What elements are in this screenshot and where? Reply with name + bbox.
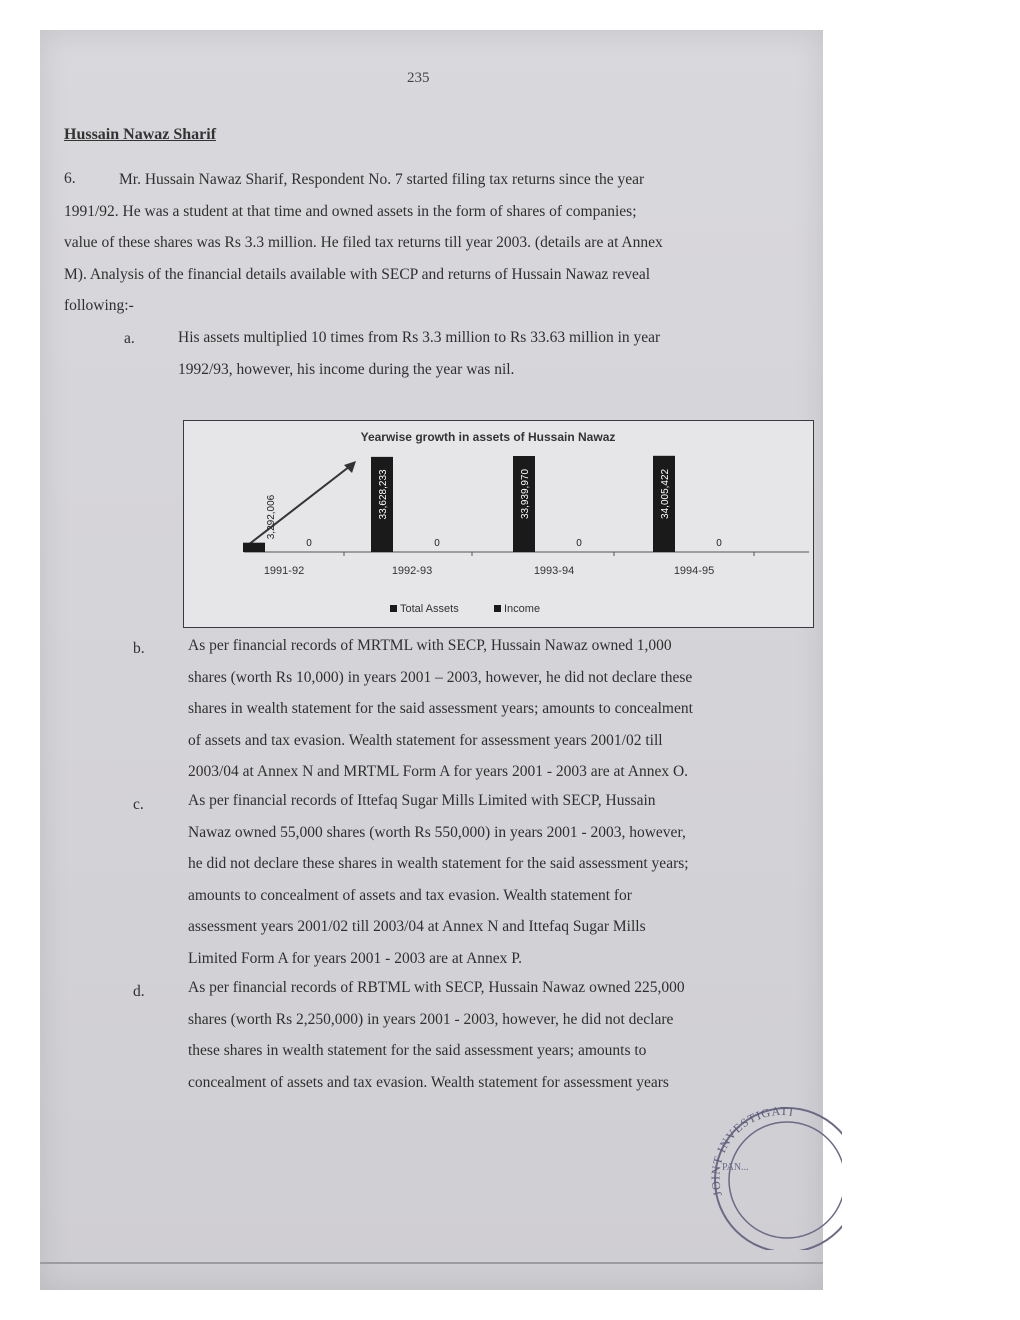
- text-line: these shares in wealth statement for the said assessment years; amounts to: [188, 1042, 647, 1059]
- official-stamp: [692, 1100, 842, 1250]
- data-label-assets: 33,628,233: [378, 469, 389, 520]
- legend-label-income: Income: [504, 603, 541, 615]
- item-label: c.: [133, 796, 144, 813]
- growth-arrow-line: [248, 463, 354, 545]
- data-label-income: 0: [576, 538, 582, 549]
- legend-swatch-income: [494, 605, 501, 612]
- stamp-inner-ring: [729, 1122, 842, 1238]
- item-label: b.: [133, 640, 145, 657]
- paragraph-6: [64, 164, 786, 322]
- data-label-income: 0: [306, 538, 312, 549]
- x-tick-label: 1991-92: [263, 565, 305, 577]
- item-b-text: [188, 630, 796, 788]
- page-bottom-rule: [40, 1262, 823, 1264]
- text-line: As per financial records of MRTML with SECP, Hussain Nawaz owned 1,000: [188, 637, 672, 654]
- text-line: of assets and tax evasion. Wealth statement for assessment years 2001/02 till: [188, 731, 663, 749]
- bar-total-assets: [243, 543, 265, 552]
- item-label: d.: [133, 983, 145, 1000]
- text-line: Limited Form A for years 2001 - 2003 are at Annex P.: [188, 949, 523, 967]
- text-line: shares (worth Rs 2,250,000) in years 2001 - 2003, however, he did not declare: [188, 1010, 674, 1028]
- text-line: 1991/92. He was a student at that time and owned assets in the form of shares of companies;: [64, 202, 637, 220]
- text-line: Mr. Hussain Nawaz Sharif, Respondent No. 7 started filing tax returns since the year: [119, 171, 645, 188]
- x-tick-label: 1992-93: [391, 565, 433, 577]
- legend-label-assets: Total Assets: [400, 603, 459, 615]
- item-a-text: [178, 322, 788, 385]
- chart-title: Yearwise growth in assets of Hussain Nawaz: [360, 430, 616, 444]
- text-line: following:-: [64, 297, 134, 314]
- text-line: M). Analysis of the financial details available with SECP and returns of Hussain Nawaz reveal: [64, 265, 651, 283]
- data-label-income: 0: [434, 538, 440, 549]
- stamp-text: JOINT INVESTIGATI: [708, 1103, 795, 1198]
- text-line: he did not declare these shares in wealth statement for the said assessment years;: [188, 855, 689, 872]
- item-d-text: [188, 972, 796, 1098]
- document-page: [40, 30, 823, 1290]
- text-line: Nawaz owned 55,000 shares (worth Rs 550,000) in years 2001 - 2003, however,: [188, 823, 686, 841]
- data-label-assets: 3,292,006: [266, 494, 277, 540]
- data-label-assets: 33,939,970: [520, 468, 531, 520]
- chart-svg: [184, 421, 813, 627]
- stamp-mid-text: PAN...: [722, 1162, 749, 1173]
- text-line: 1992/93, however, his income during the year was nil.: [178, 360, 515, 378]
- item-c-text: [188, 785, 796, 974]
- text-line: value of these shares was Rs 3.3 million. He filed tax returns till year 2003. (details are at Annex: [64, 234, 663, 251]
- text-line: As per financial records of RBTML with SECP, Hussain Nawaz owned 225,000: [188, 979, 685, 996]
- x-tick-label: 1993-94: [533, 565, 575, 577]
- growth-arrow-head: [344, 461, 356, 473]
- assets-chart: [183, 420, 814, 628]
- text-line: shares in wealth statement for the said assessment years; amounts to concealment: [188, 700, 693, 717]
- page-number: 235: [407, 70, 430, 86]
- data-label-assets: 34,005,422: [660, 468, 671, 519]
- text-line: amounts to concealment of assets and tax evasion. Wealth statement for: [188, 886, 632, 904]
- item-label: a.: [124, 330, 135, 347]
- text-line: 2003/04 at Annex N and MRTML Form A for years 2001 - 2003 are at Annex O.: [188, 763, 689, 780]
- section-heading: Hussain Nawaz Sharif: [64, 126, 217, 143]
- data-label-income: 0: [716, 538, 722, 549]
- x-tick-label: 1994-95: [673, 565, 715, 577]
- para-number: 6.: [64, 170, 76, 187]
- text-line: shares (worth Rs 10,000) in years 2001 – 2003, however, he did not declare these: [188, 668, 693, 686]
- text-line: His assets multiplied 10 times from Rs 3.3 million to Rs 33.63 million in year: [178, 329, 661, 346]
- text-line: assessment years 2001/02 till 2003/04 at Annex N and Ittefaq Sugar Mills: [188, 918, 646, 935]
- legend-swatch-assets: [390, 605, 397, 612]
- text-line: concealment of assets and tax evasion. Wealth statement for assessment years: [188, 1073, 669, 1091]
- text-line: As per financial records of Ittefaq Sugar Mills Limited with SECP, Hussain: [188, 792, 656, 809]
